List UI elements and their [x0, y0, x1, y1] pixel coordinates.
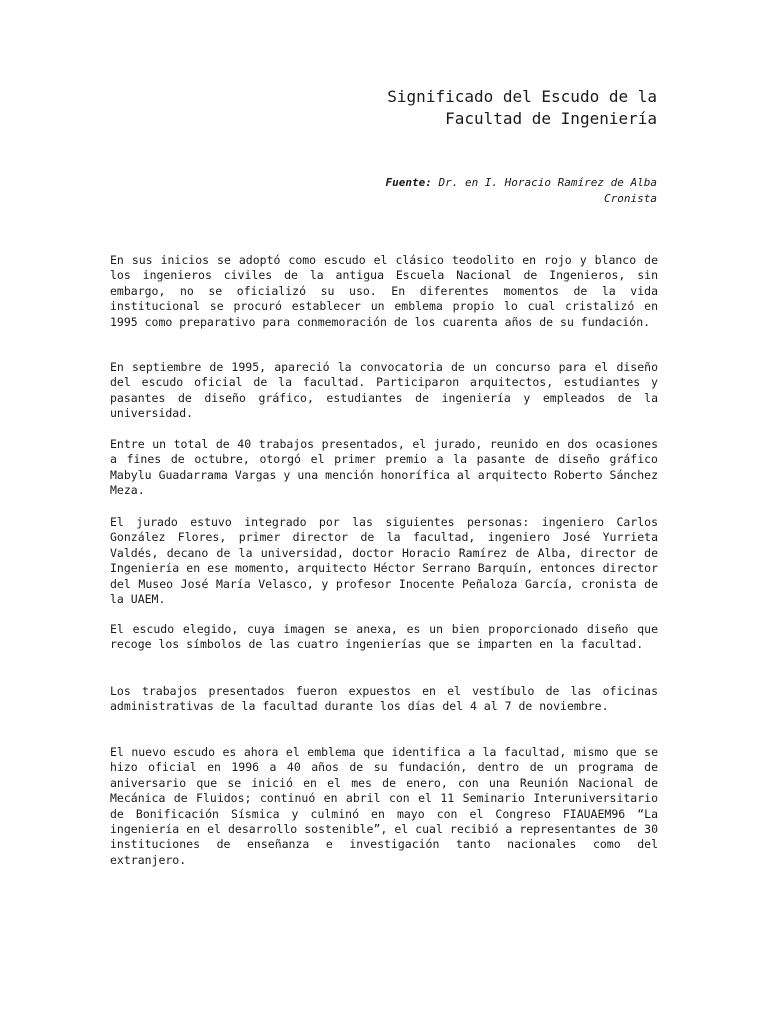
source-attribution — [385, 175, 657, 207]
paragraph-contest: En septiembre de 1995, apareció la convocatoria de un concurso para el diseño del escudo oficial de la facultad. Participaron arquitectos, estudiantes y pasantes de diseño gráfico, estudiantes de ingeniería y empleados de la universidad. — [110, 360, 658, 421]
source-role: Cronista — [604, 192, 657, 205]
source-label: Fuente: — [385, 176, 432, 189]
paragraph-exhibition: Los trabajos presentados fueron expuestos en el vestíbulo de las oficinas administrativas de la facultad durante los días del 4 al 7 de noviembre. — [110, 684, 658, 714]
title-line-1: Significado del Escudo de la — [387, 87, 657, 106]
paragraph-new-emblem: El nuevo escudo es ahora el emblema que identifica a la facultad, mismo que se hizo oficial en 1996 a 40 años de su fundación, dentro de un programa de aniversario que se inició en el mes de enero, con una Reunión Nacional de Mecánica de Fluidos; continuó en abril con el 11 Seminario Interuniversitario de Bonificación Sísmica y culminó en mayo con el Congreso FIAUAEM96 “La ingeniería en el desarrollo sostenible”, el cual recibió a representantes de 30 instituciones de enseñanza e investigación tanto nacionales como del extranjero. — [110, 745, 658, 867]
paragraph-chosen-shield: El escudo elegido, cuya imagen se anexa, es un bien proporcionado diseño que recoge los símbolos de las cuatro ingenierías que se imparten en la facultad. — [110, 622, 658, 652]
source-name: Dr. en I. Horacio Ramírez de Alba — [438, 176, 657, 189]
page-title — [387, 86, 657, 130]
title-line-2: Facultad de Ingeniería — [445, 109, 657, 128]
paragraph-jury: El jurado estuvo integrado por las siguientes personas: ingeniero Carlos González Flores, primer director de la facultad, ingeniero José Yurrieta Valdés, decano de la universidad, doctor Horacio Ramírez de Alba, director de Ingeniería en ese momento, arquitecto Héctor Serrano Barquín, entonces director del Museo José María Velasco, y profesor Inocente Peñaloza García, cronista de la UAEM. — [110, 515, 658, 607]
paragraph-winner: Entre un total de 40 trabajos presentados, el jurado, reunido en dos ocasiones a fines de octubre, otorgó el primer premio a la pasante de diseño gráfico Mabylu Guadarrama Vargas y una mención honorífica al arquitecto Roberto Sánchez Meza. — [110, 437, 658, 498]
paragraph-origins: En sus inicios se adoptó como escudo el clásico teodolito en rojo y blanco de los ingenieros civiles de la antigua Escuela Nacional de Ingenieros, sin embargo, no se oficializó su uso. En diferentes momentos de la vida institucional se procuró establecer un emblema propio lo cual cristalizó en 1995 como preparativo para conmemoración de los cuarenta años de su fundación. — [110, 253, 658, 329]
